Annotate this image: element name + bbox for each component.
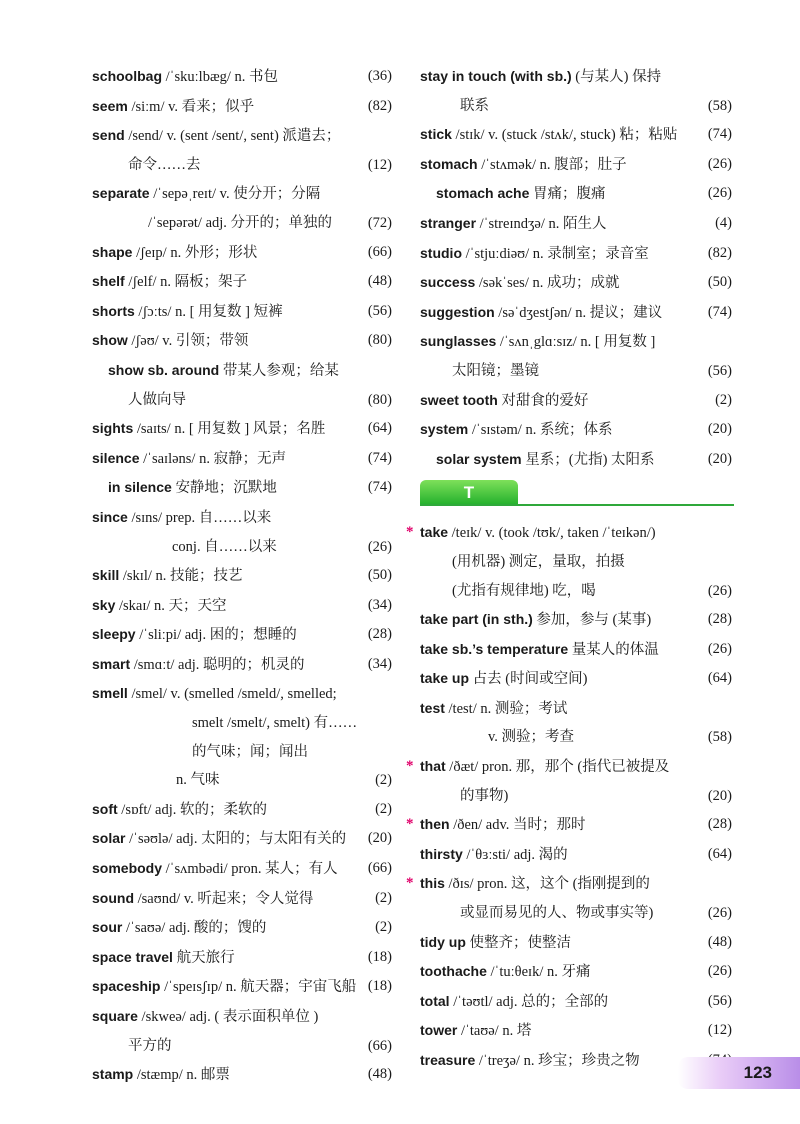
- glossary-entry: [92, 238, 392, 268]
- definition: /ˈsepəˌreɪt/ v. 使分开；分隔: [149, 186, 321, 203]
- unit-page-ref: (20): [707, 450, 732, 467]
- definition: 或显而易见的人、物或事实等): [460, 905, 654, 922]
- definition: /ˈsepərət/ adj. 分开的；单独的: [148, 214, 333, 231]
- definition: 量某人的体温: [568, 641, 659, 658]
- definition: /ʃəʊ/ v. 引领；带领: [127, 333, 249, 350]
- definition: /ˈtuːθeɪk/ n. 牙痛: [486, 964, 591, 981]
- headword: shorts: [92, 302, 135, 319]
- headword: studio: [420, 244, 462, 261]
- unit-page-ref: (20): [367, 830, 392, 847]
- headword: shelf: [92, 273, 125, 290]
- definition: /skaɪ/ n. 天；天空: [115, 597, 227, 614]
- unit-page-ref: (48): [707, 933, 732, 950]
- glossary-entry: [420, 445, 732, 475]
- glossary-entry: [92, 884, 392, 914]
- unit-page-ref: (74): [707, 126, 732, 143]
- headword: skill: [92, 567, 120, 584]
- definition: /ˈskuːlbæg/ n. 书包: [162, 69, 279, 85]
- headword: solar: [92, 830, 126, 847]
- glossary-entry: [92, 1002, 392, 1032]
- headword: space travel: [92, 948, 173, 965]
- glossary-entry: [420, 840, 732, 870]
- glossary-entry: [420, 957, 732, 987]
- headword: then: [420, 816, 450, 833]
- unit-page-ref: (34): [367, 655, 392, 672]
- headword: take part (in sth.): [420, 611, 533, 628]
- unit-page-ref: (28): [707, 611, 732, 628]
- definition: /ðæt/ pron. 那，那个 (指代已被提及: [445, 759, 670, 776]
- glossary-entry: [420, 723, 732, 752]
- unit-page-ref: (20): [707, 787, 732, 804]
- headword: solar system: [436, 450, 522, 467]
- glossary-entry: [92, 414, 392, 444]
- unit-page-ref: (12): [367, 156, 392, 173]
- glossary-entry: [92, 473, 392, 503]
- glossary-entry: [420, 1016, 732, 1046]
- glossary-entry: [420, 179, 732, 209]
- glossary-entry: [420, 928, 732, 958]
- definition: /ˈtəʊtl/ adj. 总的；全部的: [449, 993, 609, 1010]
- glossary-entry: [420, 635, 732, 665]
- glossary-entry: [92, 679, 392, 709]
- page-number: 123: [743, 1063, 772, 1082]
- glossary-entry: [420, 694, 732, 724]
- section-divider-line: [420, 504, 734, 506]
- definition: 航天旅行: [172, 949, 235, 966]
- unit-page-ref: (48): [367, 1066, 392, 1083]
- headword: this: [420, 875, 445, 892]
- definition: /skɪl/ n. 技能；技艺: [119, 568, 243, 585]
- definition: /ˈstʌmək/ n. 腹部；肚子: [477, 156, 627, 173]
- section-header-t: [420, 474, 732, 518]
- unit-page-ref: (74): [367, 449, 392, 466]
- definition: 的事物): [460, 787, 509, 804]
- headword: stranger: [420, 214, 477, 231]
- definition: 联系: [460, 97, 489, 114]
- unit-page-ref: (26): [707, 640, 732, 657]
- definition: /skweə/ adj. ( 表示面积单位 ): [137, 1009, 319, 1025]
- headword: toothache: [420, 963, 487, 980]
- glossary-entry: [92, 1060, 392, 1090]
- definition: /ˈsaɪləns/ n. 寂静；无声: [139, 450, 287, 467]
- definition: /smel/ v. (smelled /smeld/, smelled;: [127, 686, 337, 703]
- headword: soft: [92, 800, 118, 817]
- right-column-top: [420, 62, 732, 474]
- unit-page-ref: (64): [707, 670, 732, 687]
- definition: /ˈsaʊə/ adj. 酸的；馊的: [122, 920, 267, 937]
- definition: /stæmp/ n. 邮票: [133, 1067, 230, 1084]
- definition: /ˈstjuːdiəʊ/ n. 录制室；录音室: [462, 245, 649, 262]
- definition: /ˈtaʊə/ n. 塔: [457, 1023, 532, 1040]
- right-column-bottom: [406, 518, 732, 1075]
- headword: success: [420, 274, 476, 291]
- glossary-entry: [92, 824, 392, 854]
- left-column: [92, 62, 392, 1090]
- glossary-entry: [406, 869, 732, 899]
- headword: stomach ache: [436, 185, 530, 202]
- glossary-entry: [420, 150, 732, 180]
- glossary-entry: [420, 209, 732, 239]
- headword: sunglasses: [420, 333, 497, 350]
- glossary-entry: [92, 650, 392, 680]
- definition: 参加，参与 (某事): [532, 612, 652, 629]
- glossary-entry: [420, 782, 732, 811]
- definition: /səˈdʒestʃən/ n. 提议；建议: [494, 304, 663, 321]
- glossary-entry: [420, 386, 732, 416]
- definition: (尤指有规律地) 吃，喝: [452, 582, 596, 599]
- headword: sky: [92, 596, 116, 613]
- unit-page-ref: (28): [367, 626, 392, 643]
- headword: stamp: [92, 1066, 134, 1083]
- key-word-star-icon: *: [406, 758, 414, 775]
- headword: silence: [92, 449, 140, 466]
- headword: sights: [92, 420, 134, 437]
- section-letter-tab: T: [420, 480, 518, 506]
- unit-page-ref: (28): [707, 816, 732, 833]
- glossary-entry: [92, 561, 392, 591]
- unit-page-ref: (26): [707, 155, 732, 172]
- unit-page-ref: (58): [707, 729, 732, 746]
- definition: conj. 自……以来: [172, 538, 277, 555]
- unit-page-ref: (2): [375, 800, 392, 817]
- unit-page-ref: (26): [707, 905, 732, 922]
- headword: total: [420, 992, 450, 1009]
- headword: seem: [92, 97, 128, 114]
- definition: /ˈθɜːsti/ adj. 渴的: [462, 846, 568, 863]
- glossary-entry: [92, 151, 392, 180]
- glossary-entry: [92, 209, 392, 238]
- glossary-entry: [420, 664, 732, 694]
- unit-page-ref: (80): [367, 332, 392, 349]
- unit-page-ref: (56): [707, 992, 732, 1009]
- glossary-entry: [420, 899, 732, 928]
- unit-page-ref: (56): [707, 362, 732, 379]
- headword: take sb.’s temperature: [420, 640, 569, 657]
- definition: 的气味；闻；闻出: [192, 743, 308, 760]
- headword: test: [420, 699, 445, 716]
- glossary-entry: [406, 752, 732, 782]
- unit-page-ref: (26): [707, 582, 732, 599]
- headword: spaceship: [92, 978, 161, 995]
- definition: /siːm/ v. 看来；似乎: [127, 98, 255, 115]
- definition: 胃痛；腹痛: [529, 186, 606, 203]
- definition: 使整齐；使整洁: [465, 934, 572, 951]
- key-word-star-icon: *: [406, 816, 414, 833]
- definition: /ˈstreɪndʒə/ n. 陌生人: [476, 215, 607, 232]
- definition: /saʊnd/ v. 听起来；令人觉得: [134, 890, 314, 907]
- definition: smelt /smelt/, smelt) 有……: [192, 715, 358, 732]
- unit-page-ref: (18): [367, 978, 392, 995]
- unit-page-ref: (66): [367, 243, 392, 260]
- headword: sleepy: [92, 626, 136, 643]
- headword: separate: [92, 185, 150, 202]
- glossary-entry: [420, 415, 732, 445]
- glossary-entry: [92, 62, 392, 92]
- definition: 星系；(尤指) 太阳系: [521, 451, 655, 468]
- unit-page-ref: (58): [707, 97, 732, 114]
- definition: /stɪk/ v. (stuck /stʌk/, stuck) 粘；粘贴: [451, 127, 678, 144]
- unit-page-ref: (2): [715, 391, 732, 408]
- definition: (用机器) 测定，量取，拍摄: [452, 553, 625, 570]
- key-word-star-icon: *: [406, 875, 414, 892]
- glossary-entry: [92, 326, 392, 356]
- headword: in silence: [108, 479, 172, 496]
- glossary-entry: [420, 120, 732, 150]
- glossary-entry: [92, 444, 392, 474]
- unit-page-ref: (20): [707, 421, 732, 438]
- unit-page-ref: (80): [367, 391, 392, 408]
- glossary-entry: [92, 738, 392, 767]
- glossary-entry: [92, 972, 392, 1002]
- headword: suggestion: [420, 303, 495, 320]
- glossary-entry: [420, 92, 732, 121]
- right-column: [406, 62, 732, 1076]
- headword: that: [420, 758, 446, 775]
- headword: thirsty: [420, 845, 463, 862]
- glossary-entry: [92, 267, 392, 297]
- definition: /ʃelf/ n. 隔板；架子: [124, 274, 248, 291]
- headword: take up: [420, 670, 470, 687]
- definition: /ˈtreʒə/ n. 珍宝；珍贵之物: [475, 1053, 640, 1069]
- headword: tower: [420, 1022, 458, 1039]
- glossary-entry: [92, 913, 392, 943]
- unit-page-ref: (64): [707, 845, 732, 862]
- glossary-entry: [92, 121, 392, 151]
- headword: show sb. around: [108, 361, 220, 378]
- glossary-entry: [92, 1032, 392, 1061]
- unit-page-ref: (82): [367, 97, 392, 114]
- definition: /test/ n. 测验；考试: [444, 700, 568, 717]
- definition: /ˈspeɪsʃɪp/ n. 航天器；宇宙飞船: [160, 979, 357, 996]
- glossary-entry: [92, 92, 392, 122]
- definition: 占去 (时间或空间): [469, 671, 588, 688]
- headword: system: [420, 421, 469, 438]
- unit-page-ref: (4): [715, 214, 732, 231]
- glossary-entry: [92, 179, 392, 209]
- headword: smell: [92, 685, 128, 702]
- glossary-entry: [92, 386, 392, 415]
- headword: stick: [420, 126, 452, 143]
- definition: /ˈsʌnˌglɑːsɪz/ n. [ 用复数 ]: [496, 334, 656, 351]
- glossary-entry: [92, 356, 392, 386]
- definition: (与某人) 保持: [571, 69, 662, 85]
- definition: /ðɪs/ pron. 这，这个 (指刚提到的: [444, 876, 650, 893]
- definition: /send/ v. (sent /sent/, sent) 派遣去；: [124, 128, 341, 145]
- unit-page-ref: (66): [367, 860, 392, 877]
- definition: /smɑːt/ adj. 聪明的；机灵的: [130, 656, 305, 673]
- unit-page-ref: (34): [367, 596, 392, 613]
- glossary-entry: [406, 810, 732, 840]
- glossary-entry: [92, 766, 392, 795]
- unit-page-ref: (26): [707, 963, 732, 980]
- headword: stomach: [420, 155, 478, 172]
- definition: /ʃɔːts/ n. [ 用复数 ] 短裤: [134, 303, 283, 320]
- headword: show: [92, 332, 128, 349]
- definition: /teɪk/ v. (took /tʊk/, taken /ˈteɪkən/): [448, 525, 656, 542]
- headword: since: [92, 508, 128, 525]
- headword: sound: [92, 889, 134, 906]
- headword: take: [420, 524, 449, 541]
- unit-page-ref: (12): [707, 1022, 732, 1039]
- glossary-entry: [420, 987, 732, 1017]
- definition: v. 测验；考查: [488, 729, 575, 746]
- definition: /ˈsliːpi/ adj. 困的；想睡的: [135, 627, 297, 644]
- headword: smart: [92, 655, 131, 672]
- glossary-entry: [92, 795, 392, 825]
- glossary-entry: [92, 943, 392, 973]
- glossary-entry: [406, 518, 732, 548]
- unit-page-ref: (50): [707, 274, 732, 291]
- glossary-entry: [420, 548, 732, 577]
- glossary-entry: [420, 605, 732, 635]
- unit-page-ref: (2): [375, 772, 392, 789]
- headword: somebody: [92, 860, 163, 877]
- definition: /sɪns/ prep. 自……以来: [127, 509, 272, 526]
- glossary-entry: [92, 854, 392, 884]
- glossary-entry: [420, 268, 732, 298]
- unit-page-ref: (36): [367, 68, 392, 84]
- headword: send: [92, 127, 125, 144]
- definition: /ʃeɪp/ n. 外形；形状: [132, 244, 258, 261]
- definition: 太阳镜；墨镜: [452, 362, 539, 379]
- glossary-entry: [420, 239, 732, 269]
- headword: sour: [92, 919, 123, 936]
- definition: /səkˈses/ n. 成功；成就: [475, 275, 620, 292]
- glossary-entry: [420, 577, 732, 606]
- unit-page-ref: (72): [367, 214, 392, 231]
- definition: 人做向导: [128, 391, 186, 408]
- definition: /ˈsʌmbədi/ pron. 某人；有人: [162, 861, 338, 878]
- definition: n. 气味: [176, 772, 220, 789]
- definition: 对甜食的爱好: [497, 392, 589, 409]
- glossary-entry: [92, 503, 392, 533]
- unit-page-ref: (50): [367, 567, 392, 584]
- unit-page-ref: (26): [707, 185, 732, 202]
- glossary-entry: [420, 327, 732, 357]
- headword: square: [92, 1008, 138, 1024]
- unit-page-ref: (74): [367, 479, 392, 496]
- glossary-entry: [420, 298, 732, 328]
- definition: 平方的: [128, 1037, 172, 1054]
- unit-page-ref: (66): [367, 1037, 392, 1054]
- unit-page-ref: (48): [367, 273, 392, 290]
- definition: /sɒft/ adj. 软的；柔软的: [117, 801, 268, 818]
- definition: 命令……去: [128, 156, 201, 173]
- unit-page-ref: (18): [367, 948, 392, 965]
- unit-page-ref: (26): [367, 538, 392, 555]
- glossary-entry: [92, 297, 392, 327]
- definition: 安静地；沉默地: [171, 480, 277, 497]
- definition: /ˈsəʊlə/ adj. 太阳的；与太阳有关的: [125, 831, 347, 848]
- headword: treasure: [420, 1052, 476, 1068]
- unit-page-ref: (2): [375, 889, 392, 906]
- glossary-entry: [92, 533, 392, 562]
- headword: schoolbag: [92, 68, 163, 84]
- unit-page-ref: (82): [707, 244, 732, 261]
- page-number-tab: [678, 1057, 800, 1089]
- unit-page-ref: (2): [375, 919, 392, 936]
- key-word-star-icon: *: [406, 524, 414, 541]
- glossary-entry: [420, 62, 732, 92]
- glossary-entry: [92, 591, 392, 621]
- definition: /ðen/ adv. 当时；那时: [449, 817, 586, 834]
- unit-page-ref: (74): [707, 303, 732, 320]
- headword: shape: [92, 243, 133, 260]
- definition: 带某人参观；给某: [219, 362, 339, 379]
- glossary-entry: [420, 357, 732, 386]
- unit-page-ref: (64): [367, 420, 392, 437]
- definition: /saɪts/ n. [ 用复数 ] 风景；名胜: [133, 421, 326, 438]
- unit-page-ref: (56): [367, 302, 392, 319]
- headword: stay in touch (with sb.): [420, 68, 572, 84]
- definition: /ˈsɪstəm/ n. 系统；体系: [468, 422, 613, 439]
- headword: tidy up: [420, 933, 466, 950]
- glossary-entry: [92, 709, 392, 738]
- headword: sweet tooth: [420, 391, 498, 408]
- glossary-entry: [92, 620, 392, 650]
